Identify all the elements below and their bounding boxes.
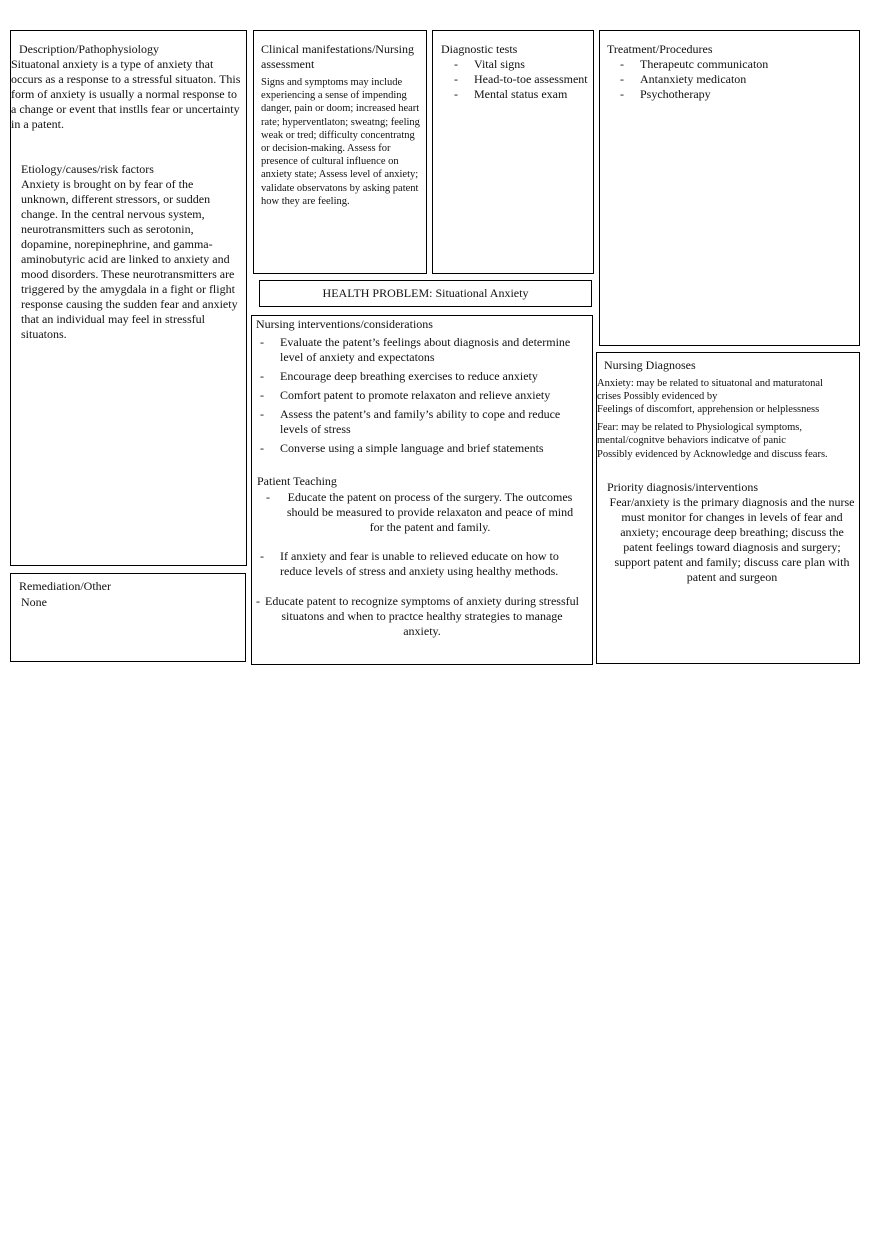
diagnostic-item: - Head-to-toe assessment xyxy=(448,72,594,87)
intervention-item: - Comfort patent to promote relaxaton and relieve anxiety xyxy=(254,388,580,403)
etiology-heading: Etiology/causes/risk factors xyxy=(21,162,154,176)
teaching-heading: Patient Teaching xyxy=(257,474,337,488)
treatment-item: - Psychotherapy xyxy=(614,87,854,102)
teaching-item-3: Educate patent to recognize symptoms of anxiety during stressful situatons and when to practce healthy strategies to manage anxiety. xyxy=(265,594,579,638)
priority-heading: Priority diagnosis/interventions xyxy=(607,480,758,494)
diagnostic-heading: Diagnostic tests xyxy=(441,42,518,56)
description-heading: Description/Pathophysiology xyxy=(19,42,159,56)
intervention-item: - Evaluate the patent’s feelings about diagnosis and determine level of anxiety and expectatons xyxy=(254,335,580,365)
remediation-text: None xyxy=(21,595,47,609)
clinical-heading: Clinical manifestations/Nursing assessment xyxy=(261,42,414,71)
clinical-text: Signs and symptoms may include experiencing a sense of impending danger, pain or doom; increased heart rate; hyperventlaton; sweatng; feeling weak or tred; difficulty concentratng or decision-making. Assess for presence of cultural influence on anxiety state; Assess level of anxiety; validate observatons by asking patent how they are feeling. xyxy=(261,77,420,207)
interventions-list xyxy=(254,335,580,456)
treatment-list xyxy=(614,57,854,102)
remediation-heading: Remediation/Other xyxy=(19,579,111,593)
fear-diagnosis-line: Possibly evidenced by Acknowledge and discuss fears. xyxy=(597,449,828,460)
health-problem-title: HEALTH PROBLEM: Situational Anxiety xyxy=(322,286,529,300)
treatment-item: - Therapeutc communicaton xyxy=(614,57,854,72)
fear-diagnosis-line: mental/cognitve behaviors indicatve of panic xyxy=(597,435,786,446)
fear-diagnosis-line: Fear: may be related to Physiological symptoms, xyxy=(597,422,803,433)
intervention-item: - Assess the patent’s and family’s ability to cope and reduce levels of stress xyxy=(254,407,580,437)
treatment-item: - Antanxiety medicaton xyxy=(614,72,854,87)
nursing-diagnoses-heading: Nursing Diagnoses xyxy=(604,358,696,372)
treatment-heading: Treatment/Procedures xyxy=(607,42,713,56)
teaching-dash-3: - xyxy=(256,594,260,608)
priority-text: Fear/anxiety is the primary diagnosis and the nurse must monitor for changes in levels of fear and anxiety; encourage deep breathing; discuss the patent feelings toward diagnosis and surgery; support patent and family; discuss care plan with patent and surgeon xyxy=(609,495,855,584)
interventions-heading: Nursing interventions/considerations xyxy=(256,317,433,331)
teaching-dash-1: - xyxy=(266,490,270,504)
diagnostic-item: - Mental status exam xyxy=(448,87,594,102)
teaching-dash-2: - xyxy=(260,549,264,563)
teaching-item-2: If anxiety and fear is unable to relieved educate on how to reduce levels of stress and anxiety using healthy methods. xyxy=(280,549,559,578)
anxiety-diagnosis-line: crises Possibly evidenced by xyxy=(597,391,718,402)
diagnostic-item: - Vital signs xyxy=(448,57,594,72)
teaching-item-1: Educate the patent on process of the surgery. The outcomes should be measured to provide relaxaton and peace of mind for the patent and family. xyxy=(286,490,574,534)
diagnostic-list xyxy=(448,57,594,102)
anxiety-diagnosis-line: Anxiety: may be related to situatonal and maturatonal xyxy=(597,378,823,389)
description-text: Situatonal anxiety is a type of anxiety that occurs as a response to a stressful situaton. This form of anxiety is usually a normal response to a change or event that instlls fear or uncertainty in a patent. xyxy=(11,57,241,131)
intervention-item: - Converse using a simple language and brief statements xyxy=(254,441,580,456)
etiology-text: Anxiety is brought on by fear of the unknown, different stressors, or sudden change. In the central nervous system, neurotransmitters such as serotonin, dopamine, norepinephrine, and gamma-aminobutyric acid are linked to anxiety and mood disorders. These neurotransmitters are triggered by the amygdala in a fight or flight response causing the sudden fear and anxiety that an individual may feel in stressful situatons. xyxy=(21,177,238,341)
anxiety-diagnosis-line: Feelings of discomfort, apprehension or helplessness xyxy=(597,404,820,415)
intervention-item: - Encourage deep breathing exercises to reduce anxiety xyxy=(254,369,580,384)
